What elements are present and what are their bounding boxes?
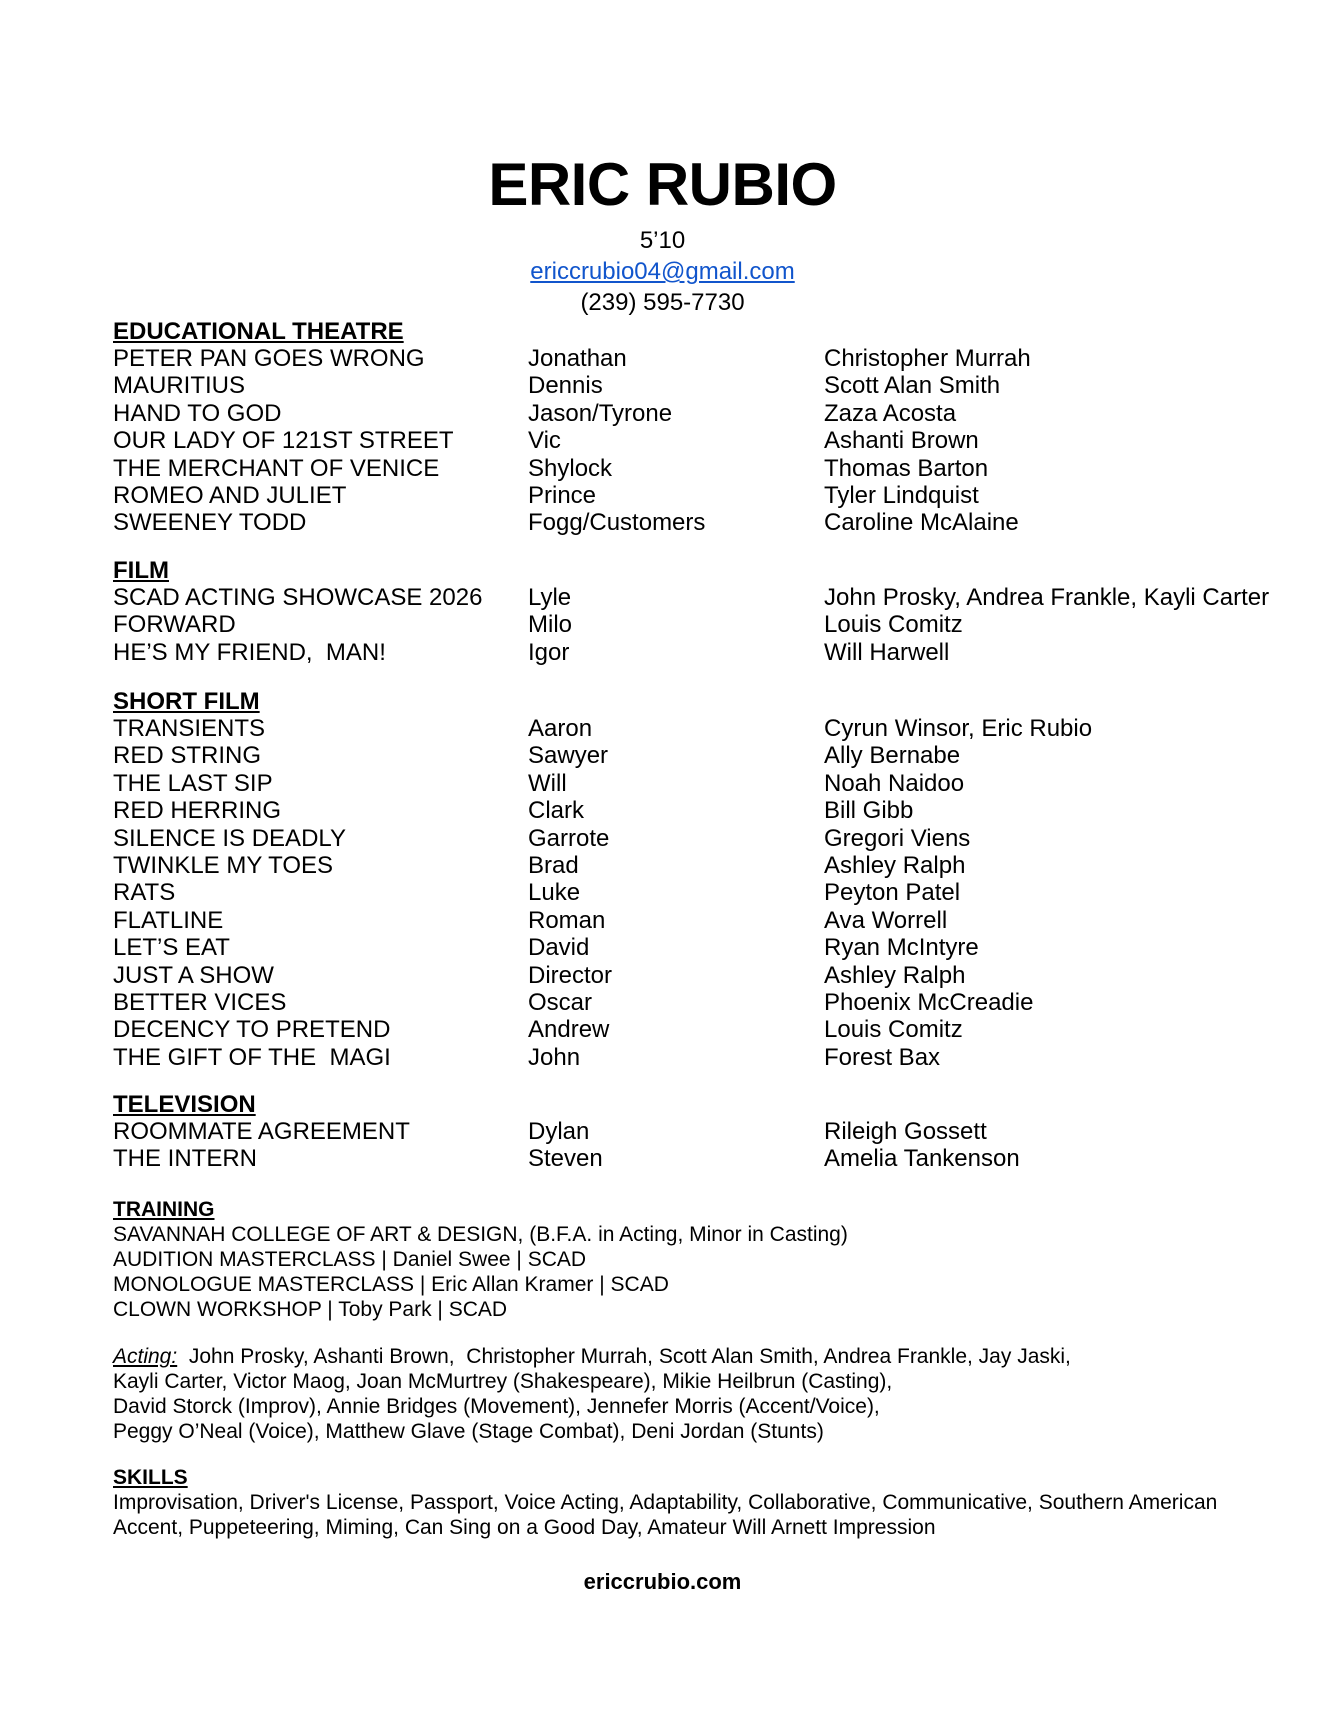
credit-role: Will [528,769,567,797]
credit-title: THE LAST SIP [113,769,273,797]
training-line: CLOWN WORKSHOP | Toby Park | SCAD [113,1298,508,1321]
credit-row [113,611,1303,638]
credit-row [113,1118,1303,1145]
credit-role: Brad [528,851,579,879]
phone-number: (239) 595-7730 [580,289,745,316]
credit-director: Ashley Ralph [824,961,966,989]
credit-director: Ally Bernabe [824,742,961,770]
acting-teachers-line: Peggy O’Neal (Voice), Matthew Glave (Stage Combat), Deni Jordan (Stunts) [113,1420,824,1443]
credit-role: Lyle [528,584,572,611]
credit-director: John Prosky, Andrea Frankle, Kayli Carter [824,584,1270,611]
credit-row [113,1145,1303,1172]
credit-row [113,400,1303,427]
short-film-section [113,688,1303,1071]
credit-director: Forest Bax [824,1043,941,1071]
credit-title: RATS [113,879,176,907]
acting-teachers-line [113,1344,1303,1369]
credit-role: Shylock [528,454,613,482]
credit-director: Ashley Ralph [824,851,966,879]
section-title: EDUCATIONAL THEATRE [113,318,404,345]
credit-title: HAND TO GOD [113,399,282,427]
credit-director: Amelia Tankenson [824,1145,1020,1173]
credit-director: Zaza Acosta [824,399,957,427]
credit-director: Christopher Murrah [824,345,1031,372]
credit-title: TRANSIENTS [113,715,266,742]
credit-director: Bill Gibb [824,797,914,825]
credit-title: FLATLINE [113,906,224,934]
section-title: FILM [113,557,169,584]
credit-row [113,770,1303,797]
section-title: SHORT FILM [113,688,260,715]
credit-director: Cyrun Winsor, Eric Rubio [824,715,1093,742]
credit-title: PETER PAN GOES WRONG [113,345,425,372]
training-line: AUDITION MASTERCLASS | Daniel Swee | SCAD [113,1248,587,1271]
credit-title: SILENCE IS DEADLY [113,824,346,852]
credit-role: Garrote [528,824,610,852]
film-section [113,557,1303,666]
credit-title: RED HERRING [113,797,282,825]
acting-teachers-line: David Storck (Improv), Annie Bridges (Movement), Jennefer Morris (Accent/Voice), [113,1395,880,1418]
credit-director: Tyler Lindquist [824,481,979,509]
credit-director: Ashanti Brown [824,427,979,455]
section-title: SKILLS [113,1466,188,1489]
skills-line: Improvisation, Driver's License, Passport, Voice Acting, Adaptability, Collaborative, Communicative, Southern American [113,1491,1218,1514]
acting-teachers-line: Kayli Carter, Victor Maog, Joan McMurtrey (Shakespeare), Mikie Heilbrun (Casting), [113,1370,893,1393]
credit-role: Milo [528,611,573,639]
credit-role: Luke [528,879,581,907]
credit-director: Gregori Viens [824,824,971,852]
credit-row [113,825,1303,852]
credit-director: Scott Alan Smith [824,372,1001,400]
credit-row [113,989,1303,1016]
credits-list [113,345,1303,537]
credit-title: JUST A SHOW [113,961,274,989]
credit-role: David [528,934,590,962]
credit-row [113,427,1303,454]
skills-section [113,1465,1303,1540]
credit-title: THE GIFT OF THE MAGI [113,1043,391,1071]
credit-title: OUR LADY OF 121ST STREET [113,427,454,455]
credit-role: Jonathan [528,345,627,372]
credit-row [113,852,1303,879]
credit-row [113,1016,1303,1043]
credit-director: Phoenix McCreadie [824,988,1034,1016]
credit-director: Will Harwell [824,638,950,666]
credit-role: Aaron [528,715,593,742]
credit-title: TWINKLE MY TOES [113,851,334,879]
credit-title: RED STRING [113,742,262,770]
credit-director: Peyton Patel [824,879,961,907]
credit-director: Thomas Barton [824,454,989,482]
credit-role: Roman [528,906,606,934]
credit-row [113,934,1303,961]
skills-line: Accent, Puppeteering, Miming, Can Sing on a Good Day, Amateur Will Arnett Impression [113,1516,936,1539]
credit-role: Dylan [528,1118,590,1145]
credit-title: SWEENEY TODD [113,509,307,537]
credit-row [113,509,1303,536]
credit-title: FORWARD [113,611,236,639]
credit-row [113,372,1303,399]
actor-height: 5’10 [639,227,686,254]
credit-title: HE’S MY FRIEND, MAN! [113,638,386,666]
credit-row [113,797,1303,824]
credit-role: Fogg/Customers [528,509,706,537]
credit-row [113,742,1303,769]
credits-list [113,715,1303,1071]
acting-teachers: John Prosky, Ashanti Brown, Christopher Murrah, Scott Alan Smith, Andrea Frankle, Jay Jaski, [177,1345,1071,1368]
email-line [0,257,1325,287]
credits-list [113,584,1303,666]
credit-role: Sawyer [528,742,609,770]
credit-role: John [528,1043,581,1071]
training-section [113,1197,1303,1444]
section-title: TELEVISION [113,1091,256,1118]
actor-name: ERIC RUBIO [488,151,837,218]
credit-row [113,907,1303,934]
credit-director: Ava Worrell [824,906,948,934]
credit-director: Louis Comitz [824,1016,963,1044]
acting-label: Acting: [113,1345,178,1368]
credit-title: ROMEO AND JULIET [113,481,347,509]
training-line: MONOLOGUE MASTERCLASS | Eric Allan Kramer | SCAD [113,1273,669,1296]
credit-role: Igor [528,638,570,666]
credit-director: Rileigh Gossett [824,1118,987,1145]
television-section [113,1091,1303,1173]
credit-role: Andrew [528,1016,610,1044]
credit-role: Steven [528,1145,603,1173]
credit-row [113,879,1303,906]
credit-role: Clark [528,797,585,825]
credit-title: LET’S EAT [113,934,230,962]
credit-row [113,584,1303,611]
credit-role: Vic [528,427,561,455]
credit-director: Louis Comitz [824,611,963,639]
credit-role: Dennis [528,372,603,400]
credit-title: SCAD ACTING SHOWCASE 2026 [113,584,483,611]
credit-role: Jason/Tyrone [528,399,673,427]
credit-row [113,1044,1303,1071]
section-title: TRAINING [113,1198,215,1221]
credit-role: Prince [528,481,597,509]
credit-row [113,639,1303,666]
credit-title: ROOMMATE AGREEMENT [113,1118,410,1145]
email-link[interactable]: ericcrubio04@gmail.com [530,258,795,285]
credit-title: THE INTERN [113,1145,257,1173]
credit-title: DECENCY TO PRETEND [113,1016,391,1044]
credit-title: THE MERCHANT OF VENICE [113,454,440,482]
website-footer[interactable]: ericcrubio.com [583,1569,742,1594]
credit-director: Caroline McAlaine [824,509,1019,537]
credit-role: Oscar [528,988,593,1016]
credit-row [113,482,1303,509]
credit-row [113,345,1303,372]
credit-title: BETTER VICES [113,988,287,1016]
educational-theatre-section [113,318,1303,537]
credit-director: Ryan McIntyre [824,934,979,962]
credit-title: MAURITIUS [113,372,245,400]
credits-list [113,1118,1303,1173]
credit-role: Director [528,961,613,989]
credit-director: Noah Naidoo [824,769,965,797]
credit-row [113,962,1303,989]
credit-row [113,715,1303,742]
credit-row [113,455,1303,482]
training-line: SAVANNAH COLLEGE OF ART & DESIGN, (B.F.A. in Acting, Minor in Casting) [113,1223,848,1246]
